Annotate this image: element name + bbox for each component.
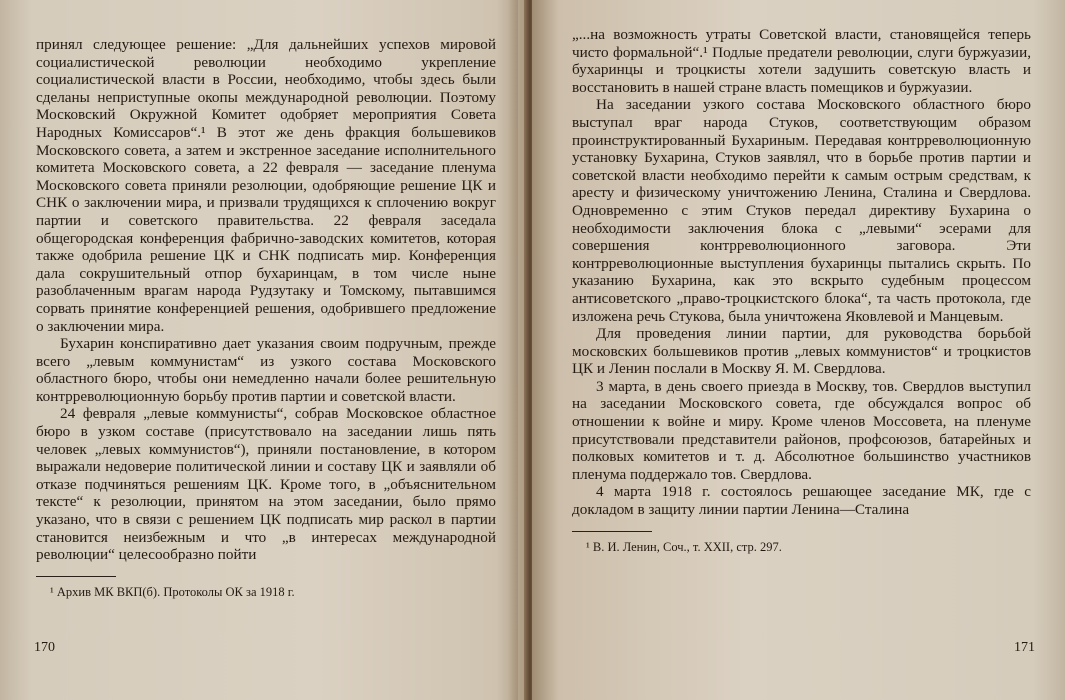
paragraph: 3 марта, в день своего приезда в Москву, тов. Свердлов выступил на заседании Московского совета, где обсуждался вопрос об отношении к войне и миру. Кроме членов Моссовета, на пленуме присутствовали представители районов, профсоюзов, батарейных и полковых комитетов и т. д. Абсолютное большинство участников пленума поддержало тов. Свердлова.: [572, 377, 1031, 483]
paragraph: Для проведения линии партии, для руководства борьбой московских большевиков против „левых коммунистов“ и троцкистов ЦК и Ленин послали в Москву Я. М. Свердлова.: [572, 325, 1031, 378]
right-page-text: [572, 26, 1031, 519]
paragraph: 24 февраля „левые коммунисты“, собрав Московское областное бюро в узком составе (присутствовало на заседании лишь пять человек „левых коммунистов“), приняли постановление, в котором выражали недоверие политической линии и составу ЦК и заявляли об отказе подчиняться решениям ЦК. Кроме того, в „объяснительном тексте“ к резолюции, принятом на этом заседании, было прямо указано, что в связи с решением ЦК подписать мир раскол в партии становится неизбежным и что „в интересах международной революции“ целесообразно пойти: [36, 405, 496, 564]
footnote: ¹ Архив МК ВКП(б). Протоколы ОК за 1918 г.: [50, 584, 295, 599]
footnote-rule: [572, 531, 652, 532]
left-page: [0, 0, 528, 700]
paragraph: „...на возможность утраты Советской власти, становящейся теперь чисто формальной“.¹ Подлые предатели революции, слуги буржуазии, бухаринцы и троцкисты хотели задушить советскую власть и восстановить в нашей стране власть помещиков и буржуазии.: [572, 26, 1031, 96]
footnote-rule: [36, 576, 116, 577]
paragraph: принял следующее решение: „Для дальнейших успехов мировой социалистической революции необходимо укрепление социалистической власти в России, необходимо, чтобы здесь были сделаны неприступные окопы международной революции. Поэтому Московский Окружной Комитет одобряет мероприятия Совета Народных Комиссаров“.¹ В этот же день фракция большевиков Московского совета, а затем и экстренное заседание исполнительного комитета Московского совета, а 22 февраля — заседание пленума Московского совета приняли резолюции, одобряющие решение ЦК и СНК о заключении мира, и призвали трудящихся к сплочению вокруг партии и советского правительства. 22 февраля заседала общегородская конференция фабрично-заводских комитетов, которая также одобрила решение ЦК и СНК подписать мир. Конференция дала сокрушительный отпор бухаринцам, в том числе ныне разоблаченным врагам народа Рудзутаку и Томскому, пытавшимся сорвать принятие конференцией решения, одобрившего предложение о заключении мира.: [36, 36, 496, 335]
left-page-text: [36, 36, 496, 564]
page-number: 170: [34, 640, 55, 655]
right-page: [532, 0, 1065, 700]
page-number: 171: [1014, 640, 1035, 655]
paragraph: Бухарин конспиративно дает указания своим подручным, прежде всего „левым коммунистам“ из узкого состава Московского областного бюро, чтобы они немедленно начали более решительную контрреволюционную борьбу против партии и советской власти.: [36, 335, 496, 405]
footnote: ¹ В. И. Ленин, Соч., т. XXII, стр. 297.: [586, 539, 782, 554]
paragraph: На заседании узкого состава Московского областного бюро выступал враг народа Стуков, соответствующим образом проинструктированный Бухариным. Передавая контрреволюционную установку Бухарина, Стуков заявлял, что в борьбе против партии и советской власти необходимо перейти к самым острым средствам, к аресту и физическому уничтожению Ленина, Сталина и Свердлова. Одновременно с этим Стуков передал директиву Бухарина о необходимости заключения блока с „левыми“ эсерами для совершения контрреволюционного заговора. Эти контрреволюционные выступления бухаринцы пытались скрыть. По указанию Бухарина, как это вскрыто судебным процессом антисоветского „право-троцкистского блока“, та часть протокола, где изложена речь Стукова, была уничтожена Яковлевой и Манцевым.: [572, 96, 1031, 325]
paragraph: 4 марта 1918 г. состоялось решающее заседание МК, где с докладом в защиту линии партии Ленина—Сталина: [572, 483, 1031, 519]
page-edge-shadow: [508, 0, 518, 700]
